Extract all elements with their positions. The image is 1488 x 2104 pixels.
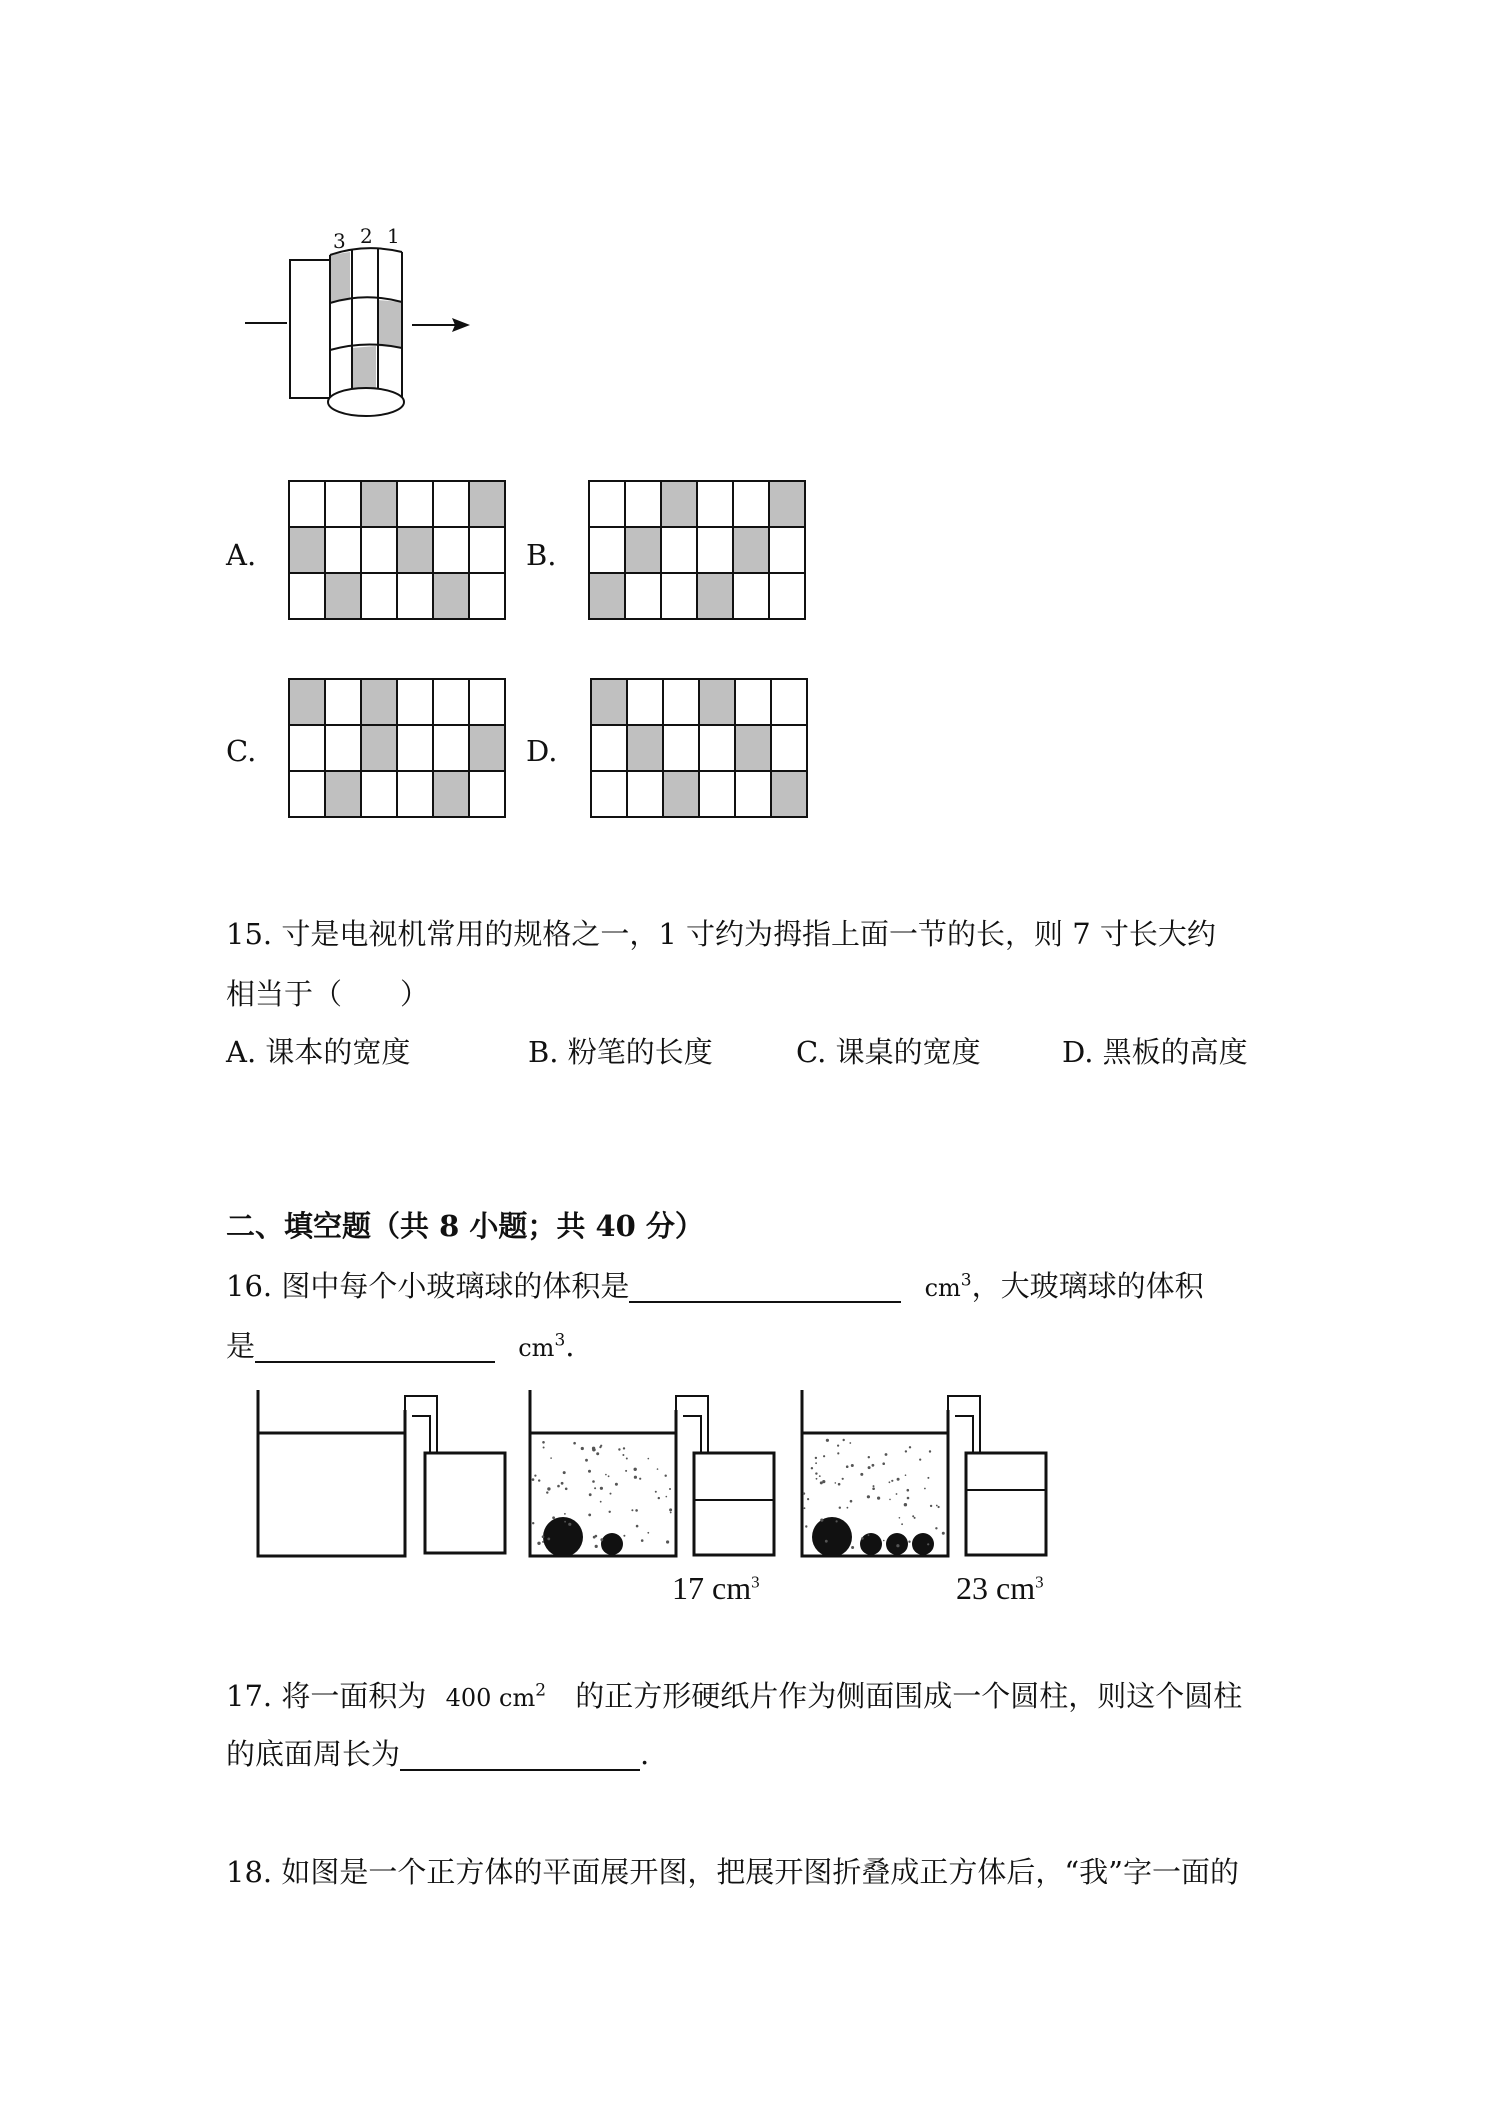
water-speckle <box>588 1514 591 1517</box>
water-speckle <box>634 1476 637 1479</box>
water-speckle <box>914 1517 916 1519</box>
q17-area: 400 cm <box>445 1684 536 1712</box>
water-speckle <box>593 1536 596 1539</box>
water-speckle <box>851 1546 854 1549</box>
water-speckle <box>820 1519 823 1522</box>
beaker-2-reading <box>672 1570 760 1607</box>
reading-sup: 3 <box>751 1572 760 1592</box>
water-speckle <box>883 1540 885 1542</box>
water-speckle <box>610 1493 612 1495</box>
water-speckle <box>919 1459 921 1461</box>
water-speckle <box>608 1475 610 1477</box>
q18-line1: 18. 如图是一个正方体的平面展开图，把展开图折叠成正方体后，“我”字一面的 <box>226 1855 1239 1889</box>
q17-text-a: 17. 将一面积为 <box>226 1679 427 1713</box>
water-speckle <box>538 1479 540 1481</box>
water-speckle <box>839 1507 841 1509</box>
q15-option-b[interactable]: B. 粉笔的长度 <box>528 1035 713 1069</box>
beaker-3-reading <box>956 1570 1044 1607</box>
water-speckle <box>936 1505 938 1507</box>
water-speckle <box>581 1447 584 1450</box>
water-speckle <box>803 1492 805 1494</box>
q16-unit-1: cm <box>924 1274 961 1302</box>
water-speckle <box>896 1493 898 1495</box>
q16-sup-1: 3 <box>960 1270 972 1291</box>
water-speckle <box>547 1487 550 1490</box>
water-speckle <box>600 1538 603 1541</box>
water-speckle <box>904 1503 907 1506</box>
water-speckle <box>589 1493 592 1496</box>
water-speckle <box>929 1450 931 1452</box>
water-speckle <box>639 1478 641 1480</box>
water-speckle <box>537 1542 540 1545</box>
water-speckle <box>557 1485 560 1488</box>
water-speckle <box>851 1464 854 1467</box>
reading-sup: 3 <box>1035 1572 1044 1592</box>
water-speckle <box>927 1543 929 1545</box>
water-speckle <box>658 1497 660 1499</box>
water-speckle <box>909 1446 911 1448</box>
water-speckle <box>826 1439 829 1442</box>
water-speckle <box>924 1488 926 1490</box>
water-speckle <box>534 1475 536 1477</box>
q15-stem-line1: 15. 寸是电视机常用的规格之一，1 寸约为拇指上面一节的长，则 7 寸长大约 <box>226 917 1216 951</box>
water-speckle <box>596 1452 599 1455</box>
water-speckle <box>837 1452 839 1454</box>
water-speckle <box>666 1496 668 1498</box>
water-speckle <box>889 1481 891 1483</box>
water-speckle <box>561 1482 564 1485</box>
water-speckle <box>868 1466 871 1469</box>
beaker-1 <box>258 1390 505 1556</box>
water-speckle <box>837 1445 839 1447</box>
water-speckle <box>861 1537 864 1540</box>
water-speckle <box>594 1487 596 1489</box>
option-a-label[interactable]: A. <box>226 538 257 572</box>
column-number-2: 2 <box>360 224 373 248</box>
water-speckle <box>568 1523 571 1526</box>
water-speckle <box>542 1441 545 1444</box>
water-speckle <box>867 1495 870 1498</box>
water-speckle <box>550 1457 552 1459</box>
water-speckle <box>565 1488 568 1491</box>
water-speckle <box>542 1541 544 1543</box>
water-speckle <box>605 1474 607 1476</box>
small-ball <box>912 1533 934 1555</box>
q17-text-c: 的底面周长为 <box>226 1737 401 1771</box>
reading-value: 23 cm <box>956 1570 1036 1606</box>
option-c-label[interactable]: C. <box>226 734 257 768</box>
water-speckle <box>835 1482 837 1484</box>
water-speckle <box>868 1456 870 1458</box>
water-speckle <box>609 1511 611 1513</box>
water-speckle <box>815 1462 817 1464</box>
water-speckle <box>860 1473 863 1476</box>
water-speckle <box>896 1544 899 1547</box>
column-number-3: 3 <box>333 229 346 253</box>
water-speckle <box>843 1439 845 1441</box>
q15-option-c[interactable]: C. 课桌的宽度 <box>796 1035 981 1069</box>
small-ball <box>601 1533 623 1555</box>
water-speckle <box>819 1475 821 1477</box>
q17-end: . <box>640 1737 650 1771</box>
water-speckle <box>927 1477 929 1479</box>
water-speckle <box>622 1454 624 1456</box>
water-speckle <box>823 1455 825 1457</box>
q17-text-b: 的正方形硬纸片作为侧面围成一个圆柱，则这个圆柱 <box>575 1679 1243 1713</box>
water-speckle <box>600 1501 602 1503</box>
water-speckle <box>595 1545 598 1548</box>
water-speckle <box>666 1540 669 1543</box>
water-speckle <box>811 1467 813 1469</box>
water-speckle <box>573 1442 576 1445</box>
q17-blank[interactable] <box>400 1740 640 1771</box>
water-speckle <box>905 1450 907 1452</box>
water-speckle <box>547 1538 550 1541</box>
water-speckle <box>647 1532 649 1534</box>
water-speckle <box>542 1535 545 1538</box>
water-speckle <box>889 1499 891 1501</box>
water-speckle <box>807 1498 809 1500</box>
water-speckle <box>532 1522 534 1524</box>
water-speckle <box>600 1487 603 1490</box>
water-speckle <box>669 1508 672 1511</box>
q16-sup-2: 3 <box>554 1330 566 1351</box>
q16-text-b: ，大玻璃球的体积 <box>971 1269 1204 1303</box>
water-speckle <box>912 1515 914 1517</box>
water-speckle <box>897 1478 900 1481</box>
water-speckle <box>825 1540 828 1543</box>
water-speckle <box>657 1468 659 1470</box>
water-speckle <box>816 1478 818 1480</box>
water-speckle <box>635 1509 638 1512</box>
water-speckle <box>592 1480 595 1483</box>
water-speckle <box>868 1534 870 1536</box>
water-speckle <box>532 1478 535 1481</box>
water-speckle <box>815 1472 817 1474</box>
water-speckle <box>882 1462 885 1465</box>
water-speckle <box>935 1527 937 1529</box>
water-speckle <box>623 1447 625 1449</box>
q17-area-sup: 2 <box>535 1680 547 1701</box>
water-speckle <box>552 1516 555 1519</box>
water-speckle <box>805 1525 807 1527</box>
section-heading: 二、填空题（共 8 小题；共 40 分） <box>226 1209 704 1243</box>
water-speckle <box>815 1457 817 1459</box>
water-speckle <box>872 1464 875 1467</box>
water-speckle <box>846 1465 849 1468</box>
water-speckle <box>942 1532 945 1535</box>
reading-value: 17 cm <box>672 1570 752 1606</box>
water-speckle <box>907 1489 910 1492</box>
option-b-label[interactable]: B. <box>526 538 557 572</box>
water-speckle <box>641 1539 644 1542</box>
water-speckle <box>847 1507 849 1509</box>
water-speckle <box>938 1506 940 1508</box>
water-speckle <box>564 1521 566 1523</box>
water-speckle <box>905 1474 907 1476</box>
water-speckle <box>899 1517 901 1519</box>
water-speckle <box>842 1478 844 1480</box>
water-speckle <box>891 1480 893 1482</box>
option-d-label[interactable]: D. <box>526 734 558 768</box>
water-speckle <box>877 1497 880 1500</box>
q15-stem-line2: 相当于（ ） <box>226 977 430 1011</box>
water-speckle <box>655 1491 657 1493</box>
water-speckle <box>543 1447 545 1449</box>
water-speckle <box>592 1447 595 1450</box>
column-number-1: 1 <box>387 224 400 248</box>
water-speckle <box>670 1512 672 1514</box>
water-speckle <box>804 1507 806 1509</box>
water-speckle <box>618 1448 620 1450</box>
q15-option-a[interactable]: A. 课本的宽度 <box>226 1035 411 1069</box>
water-speckle <box>546 1491 548 1493</box>
water-speckle <box>563 1471 566 1474</box>
water-speckle <box>907 1497 910 1500</box>
water-speckle <box>669 1488 671 1490</box>
water-speckle <box>901 1523 903 1525</box>
water-speckle <box>822 1480 825 1483</box>
water-speckle <box>838 1483 841 1486</box>
q16-text-a: 16. 图中每个小玻璃球的体积是 <box>226 1269 630 1303</box>
small-ball <box>886 1533 908 1555</box>
water-speckle <box>665 1475 667 1477</box>
water-speckle <box>615 1483 618 1486</box>
water-speckle <box>908 1541 910 1543</box>
water-speckle <box>850 1500 853 1503</box>
q17-line2 <box>226 1737 650 1771</box>
q16-text-c: 是 <box>226 1329 256 1363</box>
q16-end: . <box>565 1329 575 1363</box>
water-speckle <box>623 1535 625 1537</box>
q16-unit-2: cm <box>518 1334 555 1362</box>
water-speckle <box>599 1446 601 1448</box>
q15-option-d[interactable]: D. 黑板的高度 <box>1062 1035 1248 1069</box>
water-speckle <box>930 1505 932 1507</box>
water-speckle <box>849 1442 851 1444</box>
q17-line1 <box>226 1679 1243 1713</box>
water-speckle <box>631 1509 633 1511</box>
water-speckle <box>872 1487 875 1490</box>
water-speckle <box>625 1470 627 1472</box>
water-speckle <box>626 1458 628 1460</box>
big-ball <box>812 1517 852 1557</box>
small-ball <box>860 1533 882 1555</box>
water-speckle <box>564 1513 566 1515</box>
water-speckle <box>588 1470 591 1473</box>
big-ball <box>543 1517 583 1557</box>
water-speckle <box>634 1468 637 1471</box>
water-speckle <box>836 1520 838 1522</box>
water-speckle <box>636 1525 639 1528</box>
water-speckle <box>885 1453 888 1456</box>
water-speckle <box>585 1459 588 1462</box>
water-speckle <box>648 1458 650 1460</box>
water-speckle <box>873 1485 875 1487</box>
